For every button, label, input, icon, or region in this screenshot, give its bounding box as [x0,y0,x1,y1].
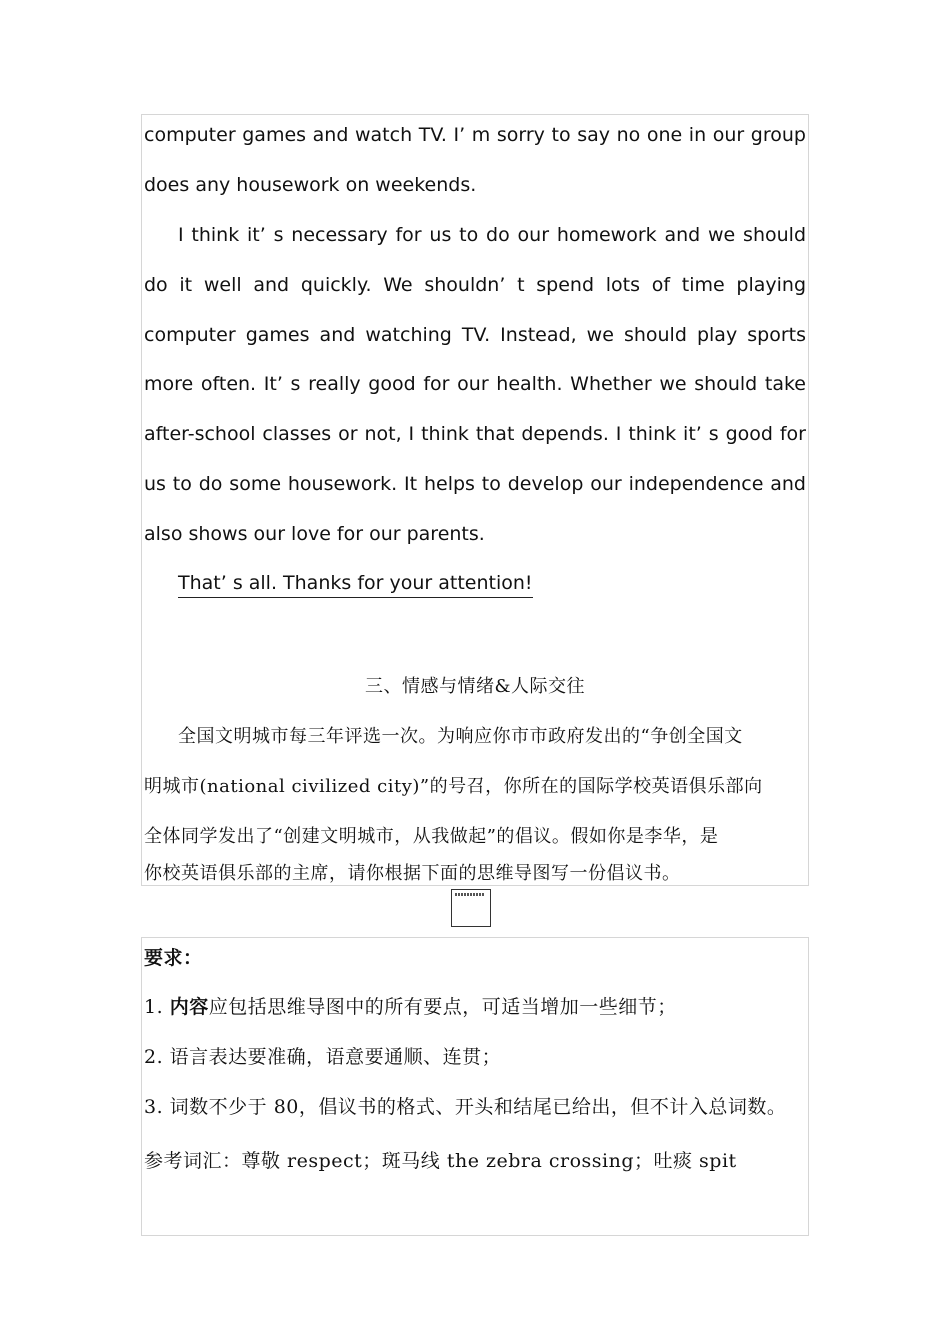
essay-line: computer games and watching TV. Instead, we should play sports [144,324,806,346]
requirement-item-3: 3. 词数不少于 80，倡议书的格式、开头和结尾已给出，但不计入总词数。 [144,1096,787,1118]
essay-line: also shows our love for our parents. [144,523,485,545]
mind-map-image [451,889,491,927]
requirement-number: 1. [144,996,164,1018]
requirements-box [141,937,809,1236]
requirements-heading: 要求： [144,947,203,969]
section-title: 三、情感与情绪&人际交往 [364,676,586,697]
essay-line: do it well and quickly. We shouldn’ t spend lots of time playing [144,274,806,296]
mind-map-thumbnail-detail [455,893,485,896]
prompt-line: 明城市(national civilized city)”的号召，你所在的国际学校英语俱乐部向 [144,776,763,797]
requirement-keyword: 内容 [169,996,209,1018]
prompt-line: 你校英语俱乐部的主席，请你根据下面的思维导图写一份倡议书。 [144,863,681,884]
essay-line: more often. It’ s really good for our health. Whether we should take [144,373,806,395]
essay-line: does any housework on weekends. [144,174,477,196]
requirement-text: 应包括思维导图中的所有要点，可适当增加一些细节； [208,996,677,1018]
prompt-line: 全体同学发出了“创建文明城市，从我做起”的倡议。假如你是李华，是 [144,826,719,847]
essay-line: after-school classes or not, I think that depends. I think it’ s good for [144,423,806,445]
essay-line: I think it’ s necessary for us to do our homework and we should [178,224,806,246]
requirement-item-1 [144,995,677,1019]
prompt-line: 全国文明城市每三年评选一次。为响应你市市政府发出的“争创全国文 [178,726,743,747]
essay-line: computer games and watch TV. I’ m sorry to say no one in our group [144,124,806,146]
reference-vocabulary: 参考词汇：尊敬 respect；斑马线 the zebra crossing；吐痰 spit [144,1150,737,1172]
essay-line: us to do some housework. It helps to develop our independence and [144,473,806,495]
requirement-item-2: 2. 语言表达要准确，语意要通顺、连贯； [144,1046,502,1068]
essay-closing: That’ s all. Thanks for your attention! [178,571,533,598]
